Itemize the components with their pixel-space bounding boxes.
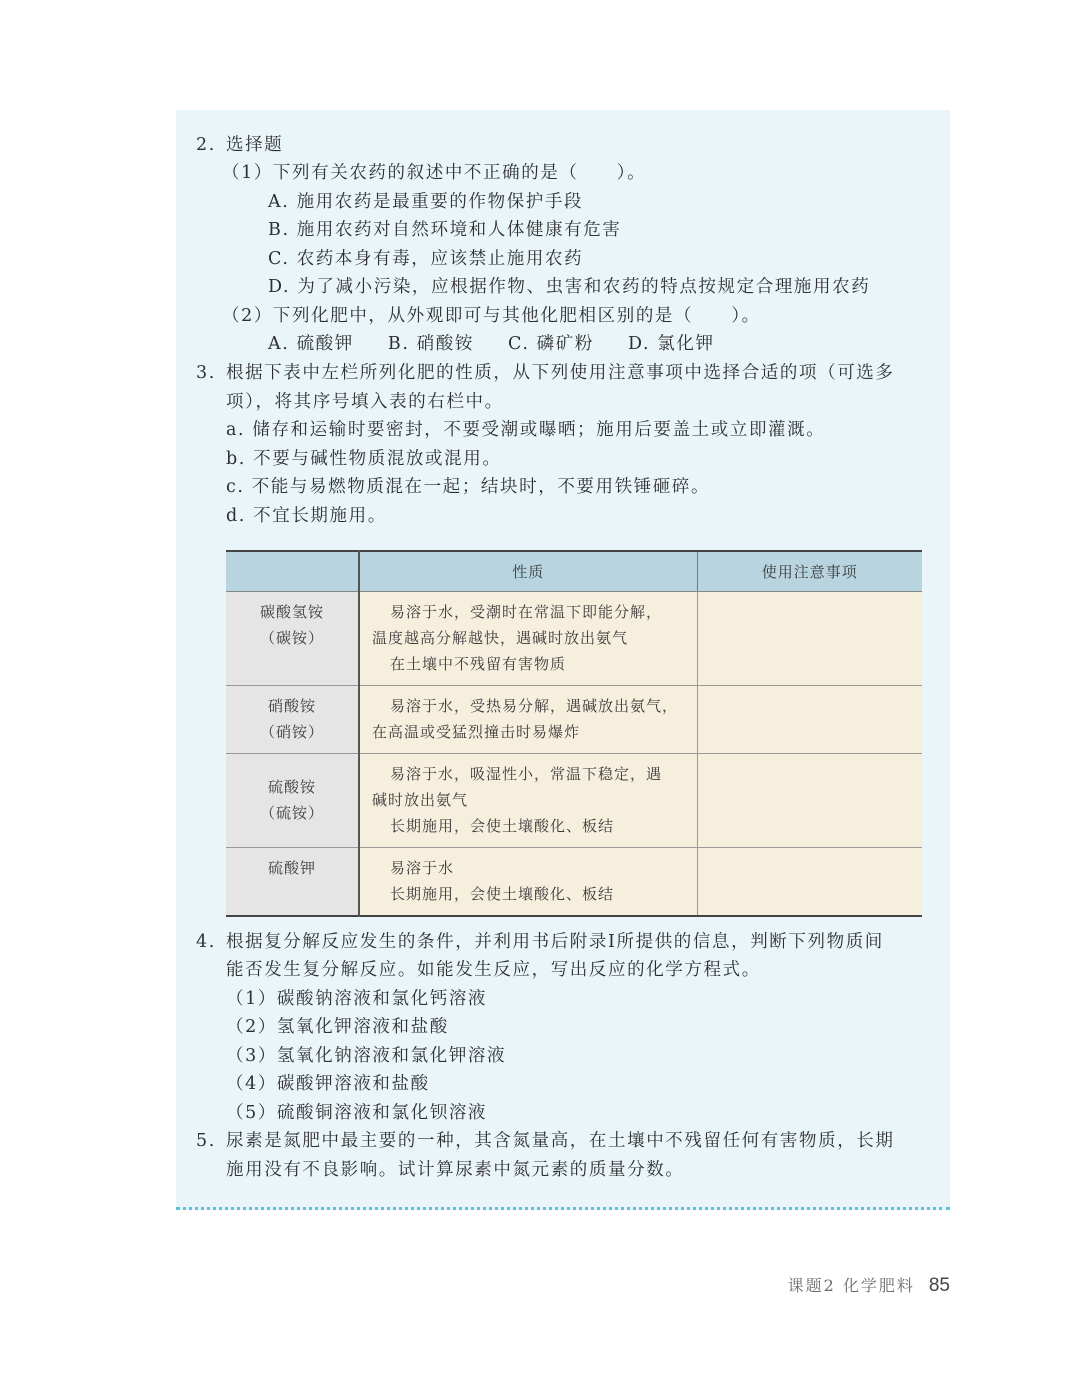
answer-cell[interactable] <box>697 592 922 686</box>
question-text: 根据下表中左栏所列化肥的性质，从下列使用注意事项中选择合适的项（可选多 <box>226 363 895 383</box>
page-number: 85 <box>928 1275 950 1296</box>
property-line: 温度越高分解越快，遇碱时放出氨气 <box>372 629 629 647</box>
q3-item-a: a. 储存和运输时要密封，不要受潮或曝晒；施用后要盖土或立即灌溉。 <box>226 420 826 440</box>
question-number: 4. <box>196 932 216 952</box>
fertilizer-name <box>226 848 359 917</box>
q2-sub2-option-a: A. 硫酸钾 <box>268 334 354 354</box>
q4-item-3: （3）氢氧化钠溶液和氯化钾溶液 <box>226 1046 507 1066</box>
name-line: 硫酸铵 <box>267 778 316 796</box>
question-5-line1 <box>196 1130 895 1152</box>
name-line: 硝酸铵 <box>267 697 316 715</box>
question-5-line2: 施用没有不良影响。试计算尿素中氮元素的质量分数。 <box>226 1160 685 1180</box>
fertilizer-table <box>226 550 922 917</box>
question-4-line2: 能否发生复分解反应。如能发生反应，写出反应的化学方程式。 <box>226 960 761 980</box>
q4-item-2: （2）氢氧化钾溶液和盐酸 <box>226 1017 449 1037</box>
q3-item-b: b. 不要与碱性物质混放或混用。 <box>226 449 502 469</box>
name-line: 碳酸氢铵 <box>259 603 324 621</box>
q2-sub1-option-c: C. 农药本身有毒，应该禁止施用农药 <box>268 249 584 269</box>
fertilizer-property <box>359 686 697 754</box>
answer-cell[interactable] <box>697 848 922 917</box>
property-line: 在高温或受猛烈撞击时易爆炸 <box>372 723 581 741</box>
answer-cell[interactable] <box>697 754 922 848</box>
table-header-name <box>226 551 359 592</box>
fertilizer-property <box>359 592 697 686</box>
table-header-property: 性质 <box>359 551 697 592</box>
name-line: （硫铵） <box>259 804 324 822</box>
property-line: 长期施用，会使土壤酸化、板结 <box>390 885 615 903</box>
property-line: 长期施用，会使土壤酸化、板结 <box>390 817 615 835</box>
question-3-line2: 项），将其序号填入表的右栏中。 <box>226 392 504 412</box>
answer-cell[interactable] <box>697 686 922 754</box>
fertilizer-property <box>359 754 697 848</box>
table-row <box>226 848 922 917</box>
q4-item-4: （4）碳酸钾溶液和盐酸 <box>226 1074 430 1094</box>
property-line: 碱时放出氨气 <box>372 791 469 809</box>
q4-item-1: （1）碳酸钠溶液和氯化钙溶液 <box>226 989 488 1009</box>
q2-sub2-option-c: C. 磷矿粉 <box>507 334 594 354</box>
table-header-row <box>226 551 922 592</box>
table-row <box>226 592 922 686</box>
property-line: 易溶于水 <box>390 859 455 877</box>
q4-item-5: （5）硫酸铜溶液和氯化钡溶液 <box>226 1103 488 1123</box>
q2-sub2-stem: （2）下列化肥中，从外观即可与其他化肥相区别的是（ ）。 <box>222 306 761 326</box>
q2-sub1-option-b: B. 施用农药对自然环境和人体健康有危害 <box>268 220 622 240</box>
question-3-line1 <box>196 362 895 384</box>
table-row <box>226 686 922 754</box>
name-line: （碳铵） <box>259 629 324 647</box>
fertilizer-name <box>226 754 359 848</box>
q2-sub1-option-a: A. 施用农药是最重要的作物保护手段 <box>268 192 584 212</box>
fertilizer-name <box>226 592 359 686</box>
table-header-notes: 使用注意事项 <box>697 551 922 592</box>
property-line: 易溶于水，吸湿性小，常温下稳定，遇 <box>390 765 663 783</box>
property-line: 易溶于水，受潮时在常温下即能分解， <box>390 603 663 621</box>
property-line: 在土壤中不残留有害物质 <box>390 655 567 673</box>
dotted-divider <box>176 1207 950 1210</box>
question-4-line1 <box>196 931 884 953</box>
q3-item-d: d. 不宜长期施用。 <box>226 506 387 526</box>
q2-sub2-option-d: D. 氯化钾 <box>627 334 715 354</box>
q2-sub1-option-d: D. 为了减小污染，应根据作物、虫害和农药的特点按规定合理施用农药 <box>268 277 871 297</box>
question-number: 5. <box>196 1131 216 1151</box>
q2-sub2-options <box>268 333 715 355</box>
name-line: （硝铵） <box>259 723 324 741</box>
q2-sub2-option-b: B. 硝酸铵 <box>387 334 474 354</box>
fertilizer-name <box>226 686 359 754</box>
table-row <box>226 754 922 848</box>
q2-sub1-stem: （1）下列有关农药的叙述中不正确的是（ ）。 <box>222 163 647 183</box>
section-title: 课题2 化学肥料 <box>787 1276 915 1295</box>
property-line: 易溶于水，受热易分解，遇碱放出氨气， <box>390 697 679 715</box>
question-text: 尿素是氮肥中最主要的一种，其含氮量高，在土壤中不残留任何有害物质，长期 <box>226 1131 895 1151</box>
question-2-title <box>196 134 283 156</box>
question-text: 选择题 <box>226 135 284 155</box>
question-number: 3. <box>196 363 216 383</box>
fertilizer-property <box>359 848 697 917</box>
q3-item-c: c. 不能与易燃物质混在一起；结块时，不要用铁锤砸碎。 <box>226 477 711 497</box>
question-number: 2. <box>196 135 216 155</box>
name-line: 硫酸钾 <box>267 859 316 877</box>
page-footer <box>788 1273 950 1297</box>
question-text: 根据复分解反应发生的条件，并利用书后附录Ⅰ所提供的信息，判断下列物质间 <box>226 932 884 952</box>
